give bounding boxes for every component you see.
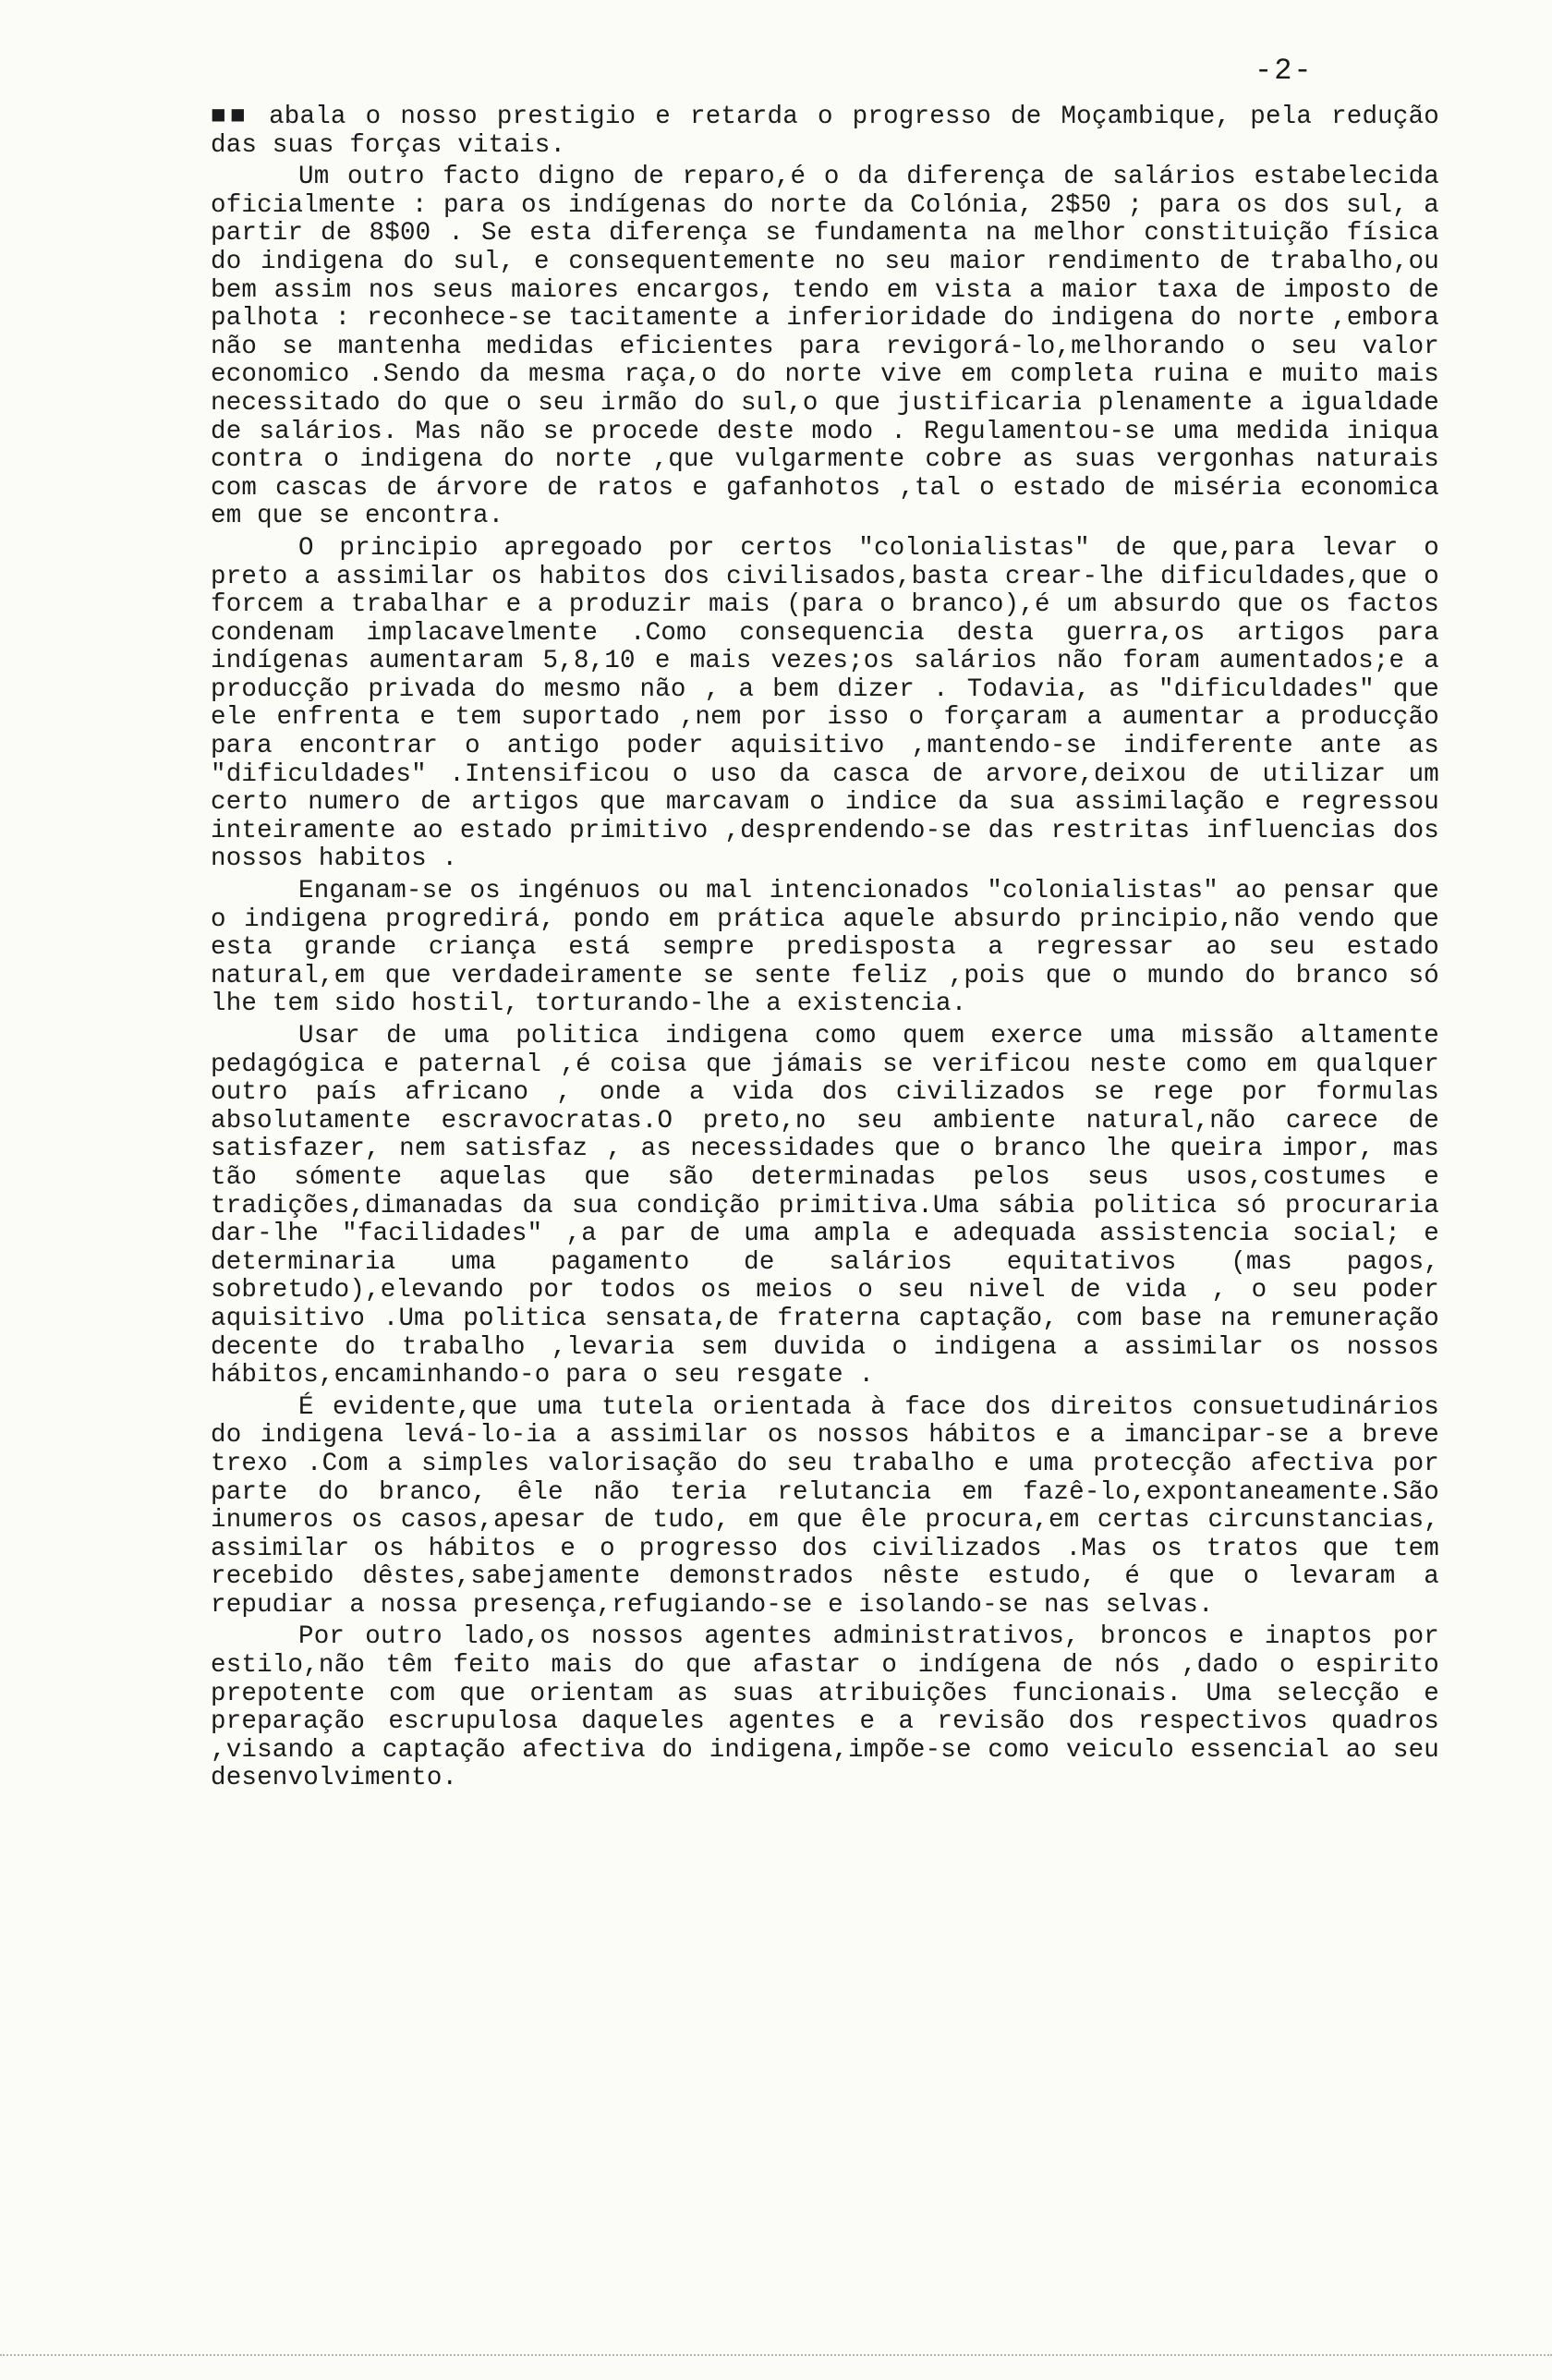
paragraph-4: Enganam-se os ingénuos ou mal intencionados "colonialistas" ao pensar que o indigena progredirá, pondo em prática aquele absurdo principio,não vendo que esta grande criança está sempre predisposta a regressar ao seu estado natural,em que verdadeiramente se sente feliz ,pois que o mundo do branco só lhe tem sido hostil, torturando-lhe a existencia. xyxy=(211,877,1439,1019)
paragraph-6: É evidente,que uma tutela orientada à face dos direitos consuetudinários do indigena levá-lo-ia a assimilar os nossos hábitos e a imancipar-se a breve trexo .Com a simples valorisação do seu trabalho e uma protecção afectiva por parte do branco, êle não teria relutancia em fazê-lo,expontaneamente.São inumeros os casos,apesar de tudo, em que êle procura,em certas circunstancias, assimilar os hábitos e o progresso dos civilizados .Mas os tratos que tem recebido dêstes,sabejamente demonstrados nêste estudo, é que o levaram a repudiar a nossa presença,refugiando-se e isolando-se nas selvas. xyxy=(211,1392,1439,1620)
document-body xyxy=(211,103,1439,1797)
paragraph-5: Usar de uma politica indigena como quem exerce uma missão altamente pedagógica e paternal ,é coisa que jámais se verificou neste como em qualquer outro país africano , onde a vida dos civilizados se rege por formulas absolutamente escravocratas.O preto,no seu ambiente natural,não carece de satisfazer, nem satisfaz , as necessidades que o branco lhe queira impor, mas tão sómente aquelas que são determinadas pelos seus usos,costumes e tradições,dimanadas da sua condição primitiva.Uma sábia politica só procuraria dar-lhe "facilidades" ,a par de uma ampla e adequada assistencia social; e determinaria uma pagamento de salários equitativos (mas pagos, sobretudo),elevando por todos os meios o seu nivel de vida , o seu poder aquisitivo .Uma politica sensata,de fraterna captação, com base na remuneração decente do trabalho ,levaria sem duvida o indigena a assimilar os nossos hábitos,encaminhando-o para o seu resgate . xyxy=(211,1022,1439,1390)
paragraph-1: ■■ abala o nosso prestigio e retarda o progresso de Moçambique, pela redução das suas forças vitais. xyxy=(211,103,1439,160)
page-bottom-edge xyxy=(0,2354,1552,2362)
paragraph-7: Por outro lado,os nossos agentes administrativos, broncos e inaptos por estilo,não têm feito mais do que afastar o indígena de nós ,dado o espirito prepotente com que orientam as suas atribuições funcionais. Uma selecção e preparação escrupulosa daqueles agentes e a revisão dos respectivos quadros ,visando a captação afectiva do indigena,impõe-se como veiculo essencial ao seu desenvolvimento. xyxy=(211,1622,1439,1793)
page-number: -2- xyxy=(1255,54,1314,88)
paragraph-2: Um outro facto digno de reparo,é o da diferença de salários estabelecida oficialmente : para os indígenas do norte da Colónia, 2$50 ; para os dos sul, a partir de 8$00 . Se esta diferença se fundamenta na melhor constituição física do indigena do sul, e consequentemente no seu maior rendimento de trabalho,ou bem assim nos seus maiores encargos, tendo em vista a maior taxa de imposto de palhota : reconhece-se tacitamente a inferioridade do indigena do norte ,embora não se mantenha medidas eficientes para revigorá-lo,melhorando o seu valor economico .Sendo da mesma raça,o do norte vive em completa ruina e muito mais necessitado do que o seu irmão do sul,o que justificaria plenamente a igualdade de salários. Mas não se procede deste modo . Regulamentou-se uma medida iniqua contra o indigena do norte ,que vulgarmente cobre as suas vergonhas naturais com cascas de árvore de ratos e gafanhotos ,tal o estado de miséria economica em que se encontra. xyxy=(211,163,1439,531)
paragraph-3: O principio apregoado por certos "colonialistas" de que,para levar o preto a assimilar os habitos dos civilisados,basta crear-lhe dificuldades,que o forcem a trabalhar e a produzir mais (para o branco),é um absurdo que os factos condenam implacavelmente .Como consequencia desta guerra,os artigos para indígenas aumentaram 5,8,10 e mais vezes;os salários não foram aumentados;e a producção privada do mesmo não , a bem dizer . Todavia, as "dificuldades" que ele enfrenta e tem suportado ,nem por isso o forçaram a aumentar a producção para encontrar o antigo poder aquisitivo ,mantendo-se indiferente ante as "dificuldades" .Intensificou o uso da casca de arvore,deixou de utilizar um certo numero de artigos que marcavam o indice da sua assimilação e regressou inteiramente ao estado primitivo ,desprendendo-se das restritas influencias dos nossos habitos . xyxy=(211,533,1439,874)
